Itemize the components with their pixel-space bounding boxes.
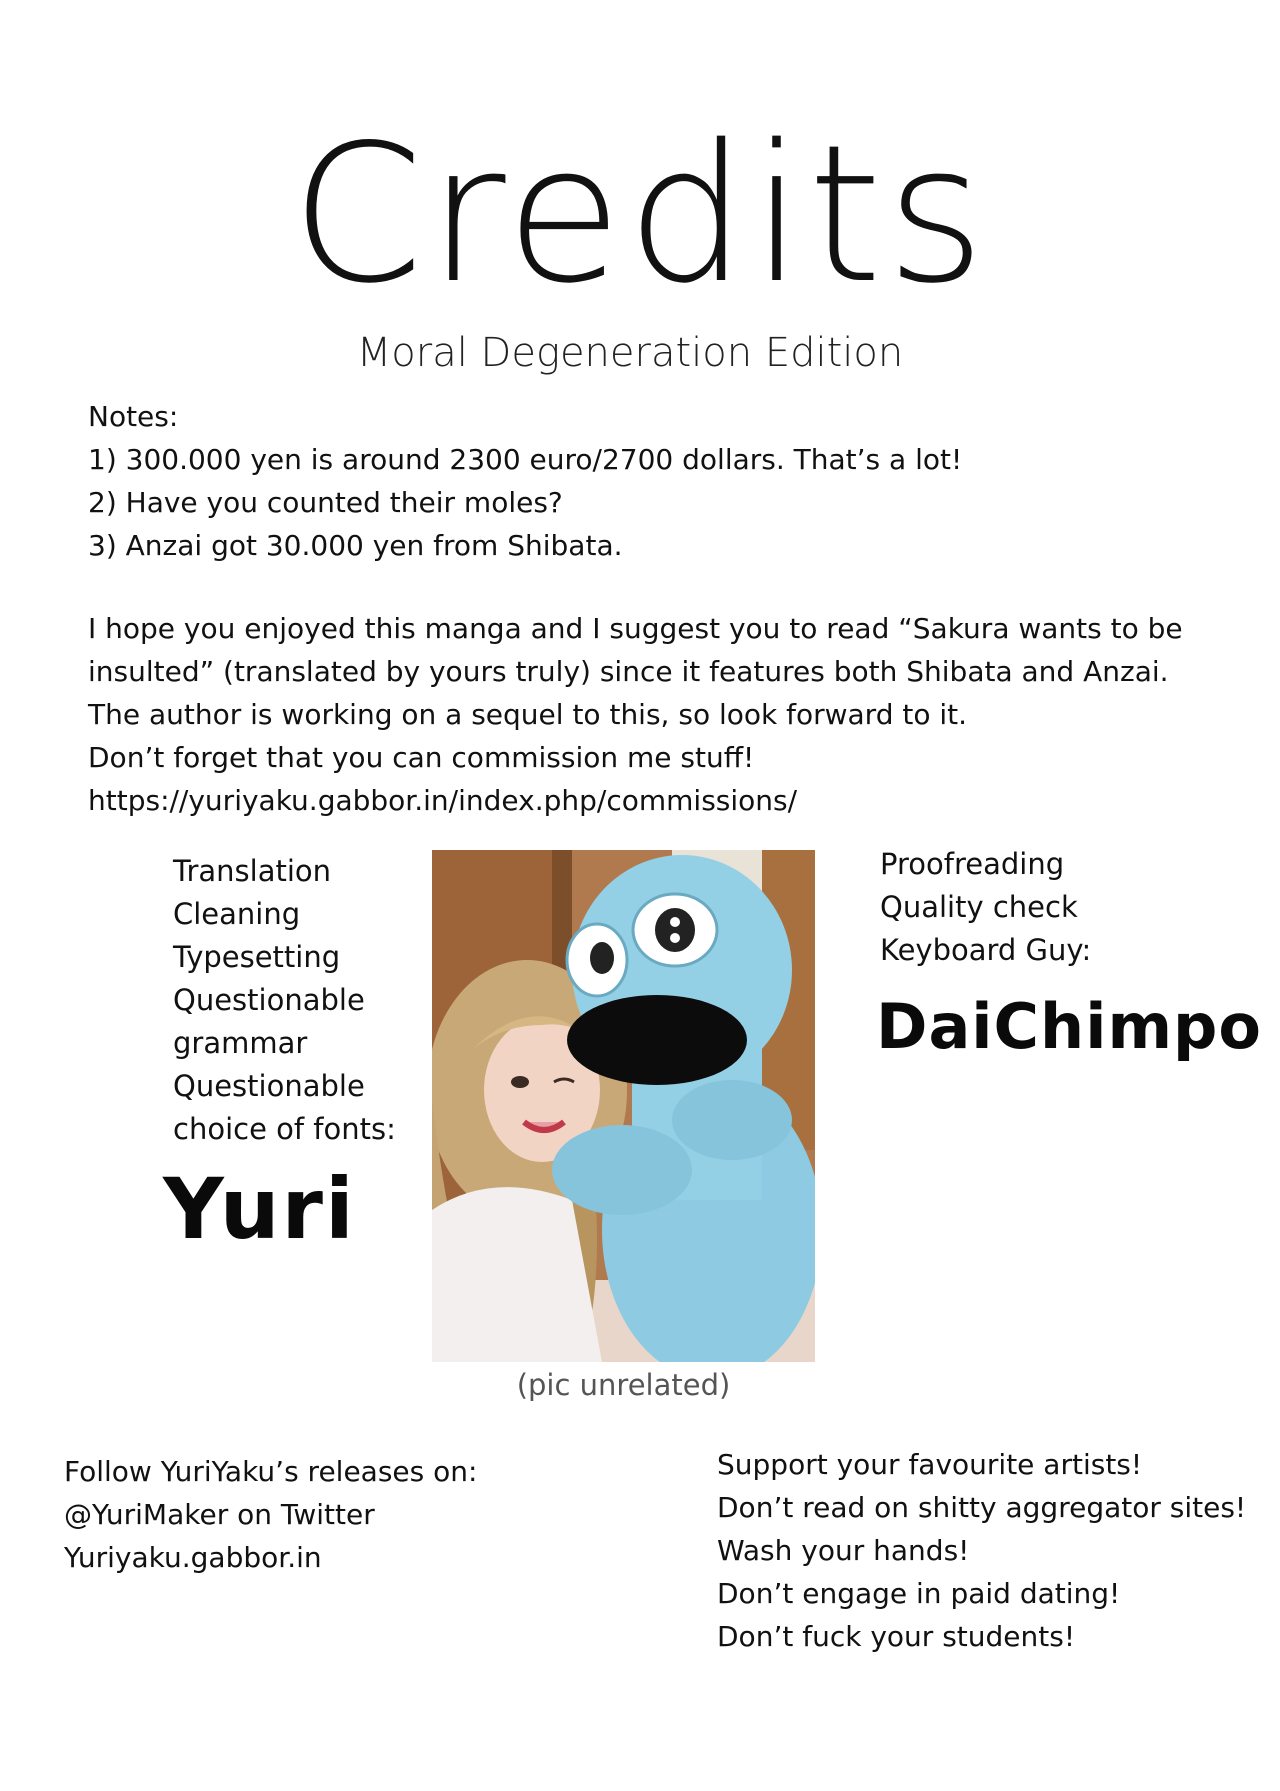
follow-line: Follow YuriYaku’s releases on: bbox=[64, 1455, 478, 1488]
role-label: Cleaning bbox=[173, 897, 301, 931]
message-line: insulted” (translated by yours truly) since it features both Shibata and Anzai. bbox=[88, 655, 1169, 688]
credit-name-daichimpo: DaiChimpo bbox=[876, 990, 1263, 1063]
message-paragraph bbox=[88, 607, 1218, 822]
notes-section bbox=[88, 395, 1218, 567]
role-label: Questionable bbox=[173, 983, 365, 1017]
credits-right-roles bbox=[880, 843, 1180, 972]
website-url: Yuriyaku.gabbor.in bbox=[64, 1541, 322, 1574]
photo-illustration bbox=[432, 850, 815, 1362]
twitter-handle: @YuriMaker on Twitter bbox=[64, 1498, 375, 1531]
credits-left-roles bbox=[173, 850, 423, 1151]
notes-heading: Notes: bbox=[88, 400, 179, 433]
note-item: 3) Anzai got 30.000 yen from Shibata. bbox=[88, 529, 623, 562]
photo-caption: (pic unrelated) bbox=[516, 1368, 731, 1402]
role-label: Proofreading bbox=[880, 847, 1065, 881]
role-label: Keyboard Guy: bbox=[880, 933, 1092, 967]
support-section bbox=[717, 1443, 1257, 1658]
message-line: The author is working on a sequel to this, so look forward to it. bbox=[88, 698, 968, 731]
note-item: 1) 300.000 yen is around 2300 euro/2700 dollars. That’s a lot! bbox=[88, 443, 963, 476]
role-label: choice of fonts: bbox=[173, 1112, 396, 1146]
support-line: Don’t read on shitty aggregator sites! bbox=[717, 1491, 1247, 1524]
commissions-url: https://yuriyaku.gabbor.in/index.php/commissions/ bbox=[88, 784, 798, 817]
message-line: I hope you enjoyed this manga and I suggest you to read “Sakura wants to be bbox=[88, 612, 1183, 645]
message-line: Don’t forget that you can commission me stuff! bbox=[88, 741, 755, 774]
support-line: Don’t engage in paid dating! bbox=[717, 1577, 1121, 1610]
page-title: Credits bbox=[290, 104, 990, 325]
note-item: 2) Have you counted their moles? bbox=[88, 486, 563, 519]
role-label: Questionable bbox=[173, 1069, 365, 1103]
page-subtitle: Moral Degeneration Edition bbox=[356, 330, 904, 376]
support-line: Don’t fuck your students! bbox=[717, 1620, 1076, 1653]
credit-name-yuri: Yuri bbox=[163, 1160, 356, 1258]
support-line: Wash your hands! bbox=[717, 1534, 970, 1567]
role-label: grammar bbox=[173, 1026, 308, 1060]
photo-image bbox=[432, 850, 815, 1362]
role-label: Translation bbox=[173, 854, 332, 888]
follow-section bbox=[64, 1450, 624, 1579]
role-label: Quality check bbox=[880, 890, 1078, 924]
role-label: Typesetting bbox=[173, 940, 341, 974]
support-line: Support your favourite artists! bbox=[717, 1448, 1143, 1481]
